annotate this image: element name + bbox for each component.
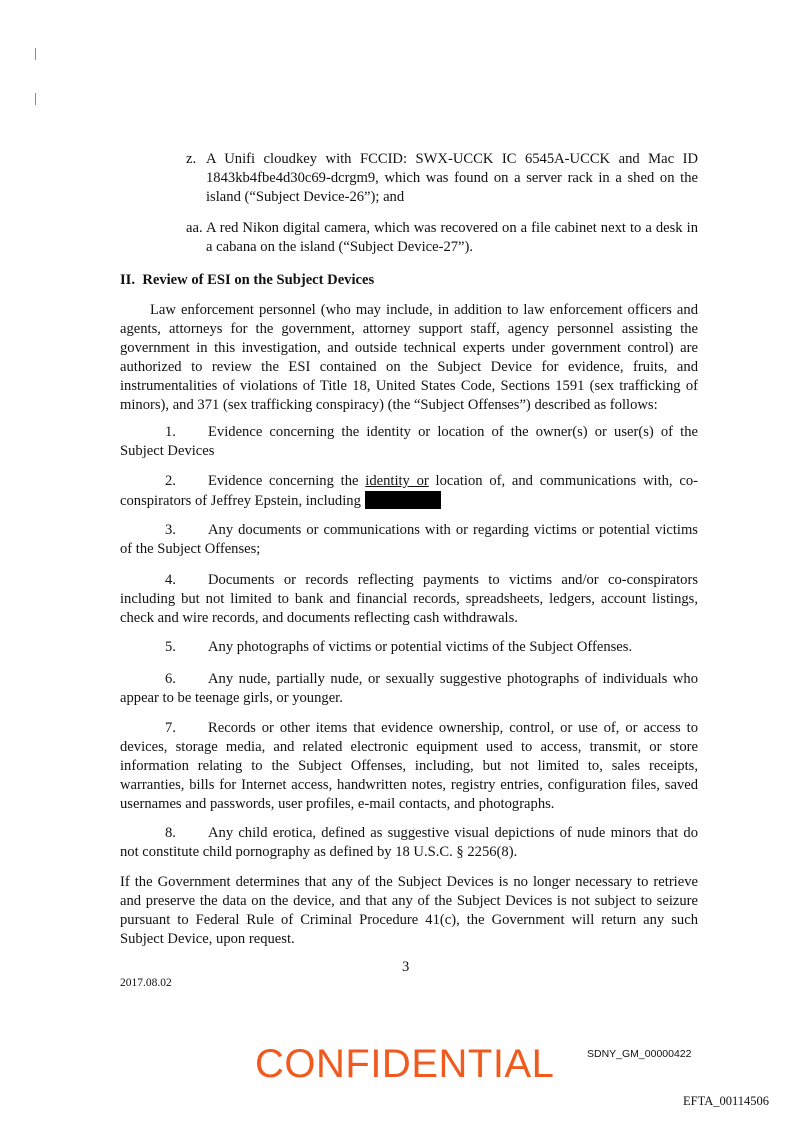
numbered-item [120, 472, 698, 511]
list-item-text: A red Nikon digital camera, which was recovered on a file cabinet next to a desk in a cabana on the island (“Subject Device-27”). [206, 220, 698, 255]
item-number: 4. [165, 572, 176, 588]
scan-speck [35, 48, 36, 60]
numbered-item [120, 719, 698, 814]
list-item-text: A Unifi cloudkey with FCCID: SWX-UCCK IC 6545A-UCCK and Mac ID 1843kb4fbe4d30c69-dcrgm9, which was found on a server rack in a shed on the island (“Subject Device-26”); and [206, 151, 698, 205]
numbered-item [120, 571, 698, 628]
numbered-item [120, 423, 698, 461]
list-item [186, 150, 698, 207]
section-number: II. [120, 272, 136, 288]
item-text-after: location of, and communications with, co-conspirators of Jeffrey Epstein, including [120, 473, 698, 509]
item-text: Evidence concerning the identity or location of the owner(s) or user(s) of the Subject Devices [120, 424, 698, 459]
list-item-label: aa. [186, 220, 203, 236]
list-item [186, 219, 698, 257]
item-text: Documents or records reflecting payments to victims and/or co-conspirators including but not limited to bank and financial records, spreadsheets, ledgers, account listings, check and wire records, and documents reflecting cash withdrawals. [120, 572, 698, 626]
list-item-label: z. [186, 151, 197, 167]
item-text: Any child erotica, defined as suggestive visual depictions of nude minors that do not constitute child pornography as defined by 18 U.S.C. § 2256(8). [120, 825, 698, 860]
numbered-item [120, 670, 698, 708]
item-number: 3. [165, 522, 176, 538]
redaction-box [365, 491, 441, 509]
item-number: 5. [165, 639, 176, 655]
item-text-underlined: identity or [365, 473, 429, 489]
closing-paragraph: If the Government determines that any of the Subject Devices is no longer necessary to retrieve and preserve the data on the device, and that any of the Subject Devices is not subject to seizure pursuant to Federal Rule of Criminal Procedure 41(c), the Government will return any such Subject Device, upon request. [120, 874, 698, 947]
item-number: 8. [165, 825, 176, 841]
item-number: 6. [165, 671, 176, 687]
bates-number: SDNY_GM_00000422 [587, 1048, 692, 1060]
scan-speck [35, 93, 36, 105]
footer-date: 2017.08.02 [120, 977, 172, 989]
numbered-item [120, 638, 698, 657]
item-text: Records or other items that evidence ownership, control, or use of, or access to devices, storage media, and related electronic equipment used to access, transmit, or store information relating to the Subject Offenses, including, but not limited to, sales receipts, warranties, bills for Internet access, handwritten notes, registry entries, configuration files, saved usernames and passwords, user profiles, e-mail contacts, and photographs. [120, 720, 698, 812]
numbered-item [120, 521, 698, 559]
item-text: Any photographs of victims or potential victims of the Subject Offenses. [208, 639, 633, 655]
item-number: 2. [165, 473, 176, 489]
item-number: 1. [165, 424, 176, 440]
section-heading [120, 271, 374, 290]
efta-number: EFTA_00114506 [683, 1094, 770, 1108]
intro-paragraph: Law enforcement personnel (who may include, in addition to law enforcement officers and agents, attorneys for the government, attorney support staff, agency personnel assisting the government in this investigation, and outside technical experts under government control) are authorized to review the ESI contained on the Subject Device for evidence, fruits, and instrumentalities of violations of Title 18, United States Code, Sections 1591 (sex trafficking of minors), and 371 (sex trafficking conspiracy) (the “Subject Offenses”) described as follows: [120, 302, 698, 413]
item-text-before: Evidence concerning the [208, 473, 366, 489]
section-title: Review of ESI on the Subject Devices [142, 272, 375, 288]
item-number: 7. [165, 720, 176, 736]
item-text: Any documents or communications with or regarding victims or potential victims of the Subject Offenses; [120, 522, 698, 557]
confidential-stamp: CONFIDENTIAL [255, 1042, 555, 1086]
item-text: Any nude, partially nude, or sexually suggestive photographs of individuals who appear to be teenage girls, or younger. [120, 671, 698, 706]
page-number: 3 [402, 959, 410, 975]
numbered-item [120, 824, 698, 862]
